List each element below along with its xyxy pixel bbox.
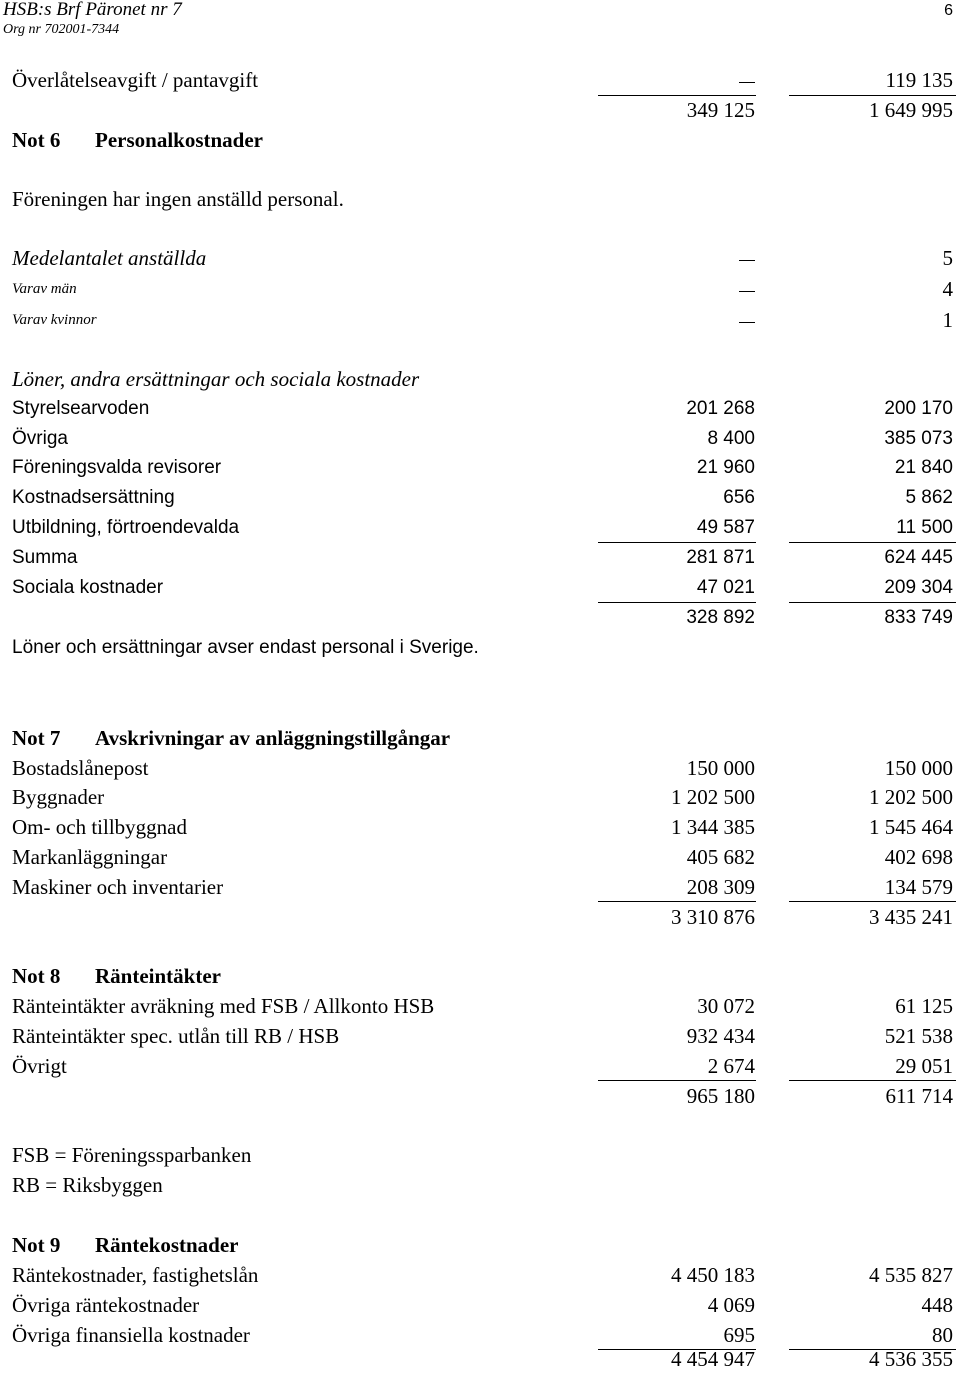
row-label: Kostnadsersättning [12,487,175,508]
note6-employees-col2: 5 [942,246,953,270]
note8-total-row [0,1081,960,1111]
note6-subheading: Löner, andra ersättningar och sociala kostnader [12,367,420,391]
note6-social-row [0,573,960,603]
row-col2: 80 [932,1323,953,1347]
note6-social-label: Sociala kostnader [12,577,164,598]
row-label: Bostadslånepost [12,756,149,780]
row-col1: 150 000 [686,756,755,780]
row-col1: 49 587 [696,517,755,538]
row-label: Övriga finansiella kostnader [12,1323,250,1347]
row-label: Byggnader [12,785,105,809]
note6-number: Not 6 [12,128,61,152]
intro-total-col2: 1 649 995 [869,98,953,122]
note6-footnote: Löner och ersättningar avser endast personal i Sverige. [12,637,479,658]
table-row [0,424,960,454]
table-row [0,1260,960,1290]
row-col1: 695 [723,1323,755,1347]
row-col2: 5 862 [905,487,953,508]
row-col2: 385 073 [884,428,953,449]
row-label: Utbildning, förtroendevalda [12,517,240,538]
row-col2: 11 500 [896,517,953,538]
abbreviation-row [0,1140,960,1170]
note6-women-col1-dash [739,305,755,335]
row-col1: 405 682 [686,845,755,869]
note6-title: Personalkostnader [95,128,263,152]
note6-footnote-row [0,633,960,663]
row-label: Ränteintäkter avräkning med FSB / Allkonto HSB [12,994,435,1018]
note7-title: Avskrivningar av anläggningstillgångar [95,726,451,750]
row-label: Räntekostnader, fastighetslån [12,1263,259,1287]
note6-women-row [0,305,960,335]
note6-social-col2: 209 304 [884,577,953,598]
note8-total-col1: 965 180 [686,1084,755,1108]
note6-total-col2: 833 749 [884,607,953,628]
note7-total-col2: 3 435 241 [869,905,953,929]
row-col1: 8 400 [707,428,755,449]
dash-mark [739,260,755,261]
row-label: Övriga räntekostnader [12,1293,200,1317]
row-label: Styrelsearvoden [12,398,150,419]
abbreviation-row [0,1170,960,1200]
note8-total-col2: 611 714 [885,1084,953,1108]
row-label: Övrigt [12,1054,67,1078]
row-label: Maskiner och inventarier [12,875,224,899]
dash-mark [739,291,755,292]
table-row [0,394,960,424]
row-col2: 21 840 [894,457,953,478]
table-row [0,753,960,783]
note6-women-col2: 1 [942,308,953,332]
row-col2: 1 545 464 [869,815,953,839]
row-col1: 21 960 [696,457,755,478]
note8-heading [0,961,960,991]
organization-name: HSB:s Brf Päronet nr 7 [3,0,182,20]
note9-total-row [0,1344,960,1374]
row-col1: 208 309 [686,875,755,899]
row-col1: 2 674 [707,1054,755,1078]
note9-total-col2: 4 536 355 [869,1347,953,1371]
note7-total-row [0,902,960,932]
note6-statement-row [0,184,960,214]
note6-men-col2: 4 [942,277,953,301]
row-col2: 4 535 827 [869,1263,953,1287]
row-label: Om- och tillbyggnad [12,815,187,839]
fee-row [0,65,960,95]
note6-statement: Föreningen har ingen anställd personal. [12,187,344,211]
note6-total-row [0,603,960,633]
row-label: Markanläggningar [12,845,168,869]
row-col2: 61 125 [895,994,953,1018]
table-row [0,1021,960,1051]
row-col2: 134 579 [884,875,953,899]
intro-total-col1: 349 125 [686,98,755,122]
row-col2: 448 [921,1293,953,1317]
note6-employees-row [0,243,960,273]
note6-men-label: Varav män [12,281,77,297]
note9-title: Räntekostnader [95,1233,239,1257]
row-col2: 200 170 [884,398,953,419]
row-col1: 4 069 [707,1293,755,1317]
table-row [0,991,960,1021]
note7-total-col1: 3 310 876 [671,905,755,929]
dash-mark [739,82,755,83]
fee-col1-dash [739,65,755,95]
row-col2: 29 051 [895,1054,953,1078]
dash-mark [739,322,755,323]
note9-total-col1: 4 454 947 [671,1347,755,1371]
table-row [0,872,960,902]
note6-employees-label: Medelantalet anställda [12,246,207,270]
table-row [0,842,960,872]
row-col1: 1 344 385 [671,815,755,839]
note6-men-col1-dash [739,274,755,304]
note8-title: Ränteintäkter [95,964,221,988]
table-row [0,453,960,483]
row-col2: 150 000 [884,756,953,780]
fee-col2: 119 135 [885,68,953,92]
row-label: Ränteintäkter spec. utlån till RB / HSB [12,1024,340,1048]
note6-summa-col2: 624 445 [884,547,953,568]
table-row [0,483,960,513]
table-row [0,1290,960,1320]
note6-total-col1: 328 892 [686,607,755,628]
row-col2: 402 698 [884,845,953,869]
row-col1: 201 268 [686,398,755,419]
row-label: Övriga [12,428,68,449]
note6-social-col1: 47 021 [696,577,755,598]
abbreviation-fsb: FSB = Föreningssparbanken [12,1143,252,1167]
row-col2: 1 202 500 [869,785,953,809]
note6-summa-label: Summa [12,547,78,568]
row-col1: 1 202 500 [671,785,755,809]
table-row [0,812,960,842]
table-row [0,1051,960,1081]
row-label: Föreningsvalda revisorer [12,457,222,478]
note9-heading [0,1230,960,1260]
row-col1: 932 434 [686,1024,755,1048]
page-number: 6 [944,2,953,19]
note6-subheading-row [0,364,960,394]
note6-summa-col1: 281 871 [686,547,755,568]
abbreviation-rb: RB = Riksbyggen [12,1173,163,1197]
note6-summa-row [0,543,960,573]
row-col2: 521 538 [884,1024,953,1048]
note6-heading [0,125,960,155]
row-col1: 30 072 [697,994,755,1018]
note8-number: Not 8 [12,964,61,988]
note6-men-row [0,274,960,304]
table-row [0,782,960,812]
note7-heading [0,723,960,753]
row-col1: 4 450 183 [671,1263,755,1287]
fee-label: Överlåtelseavgift / pantavgift [12,68,259,92]
note6-employees-col1-dash [739,243,755,273]
intro-total-row [0,95,960,125]
note6-women-label: Varav kvinnor [12,312,97,328]
row-col1: 656 [723,487,755,508]
note7-number: Not 7 [12,726,61,750]
note9-number: Not 9 [12,1233,61,1257]
organization-number: Org nr 702001-7344 [3,22,120,37]
table-row [0,513,960,543]
